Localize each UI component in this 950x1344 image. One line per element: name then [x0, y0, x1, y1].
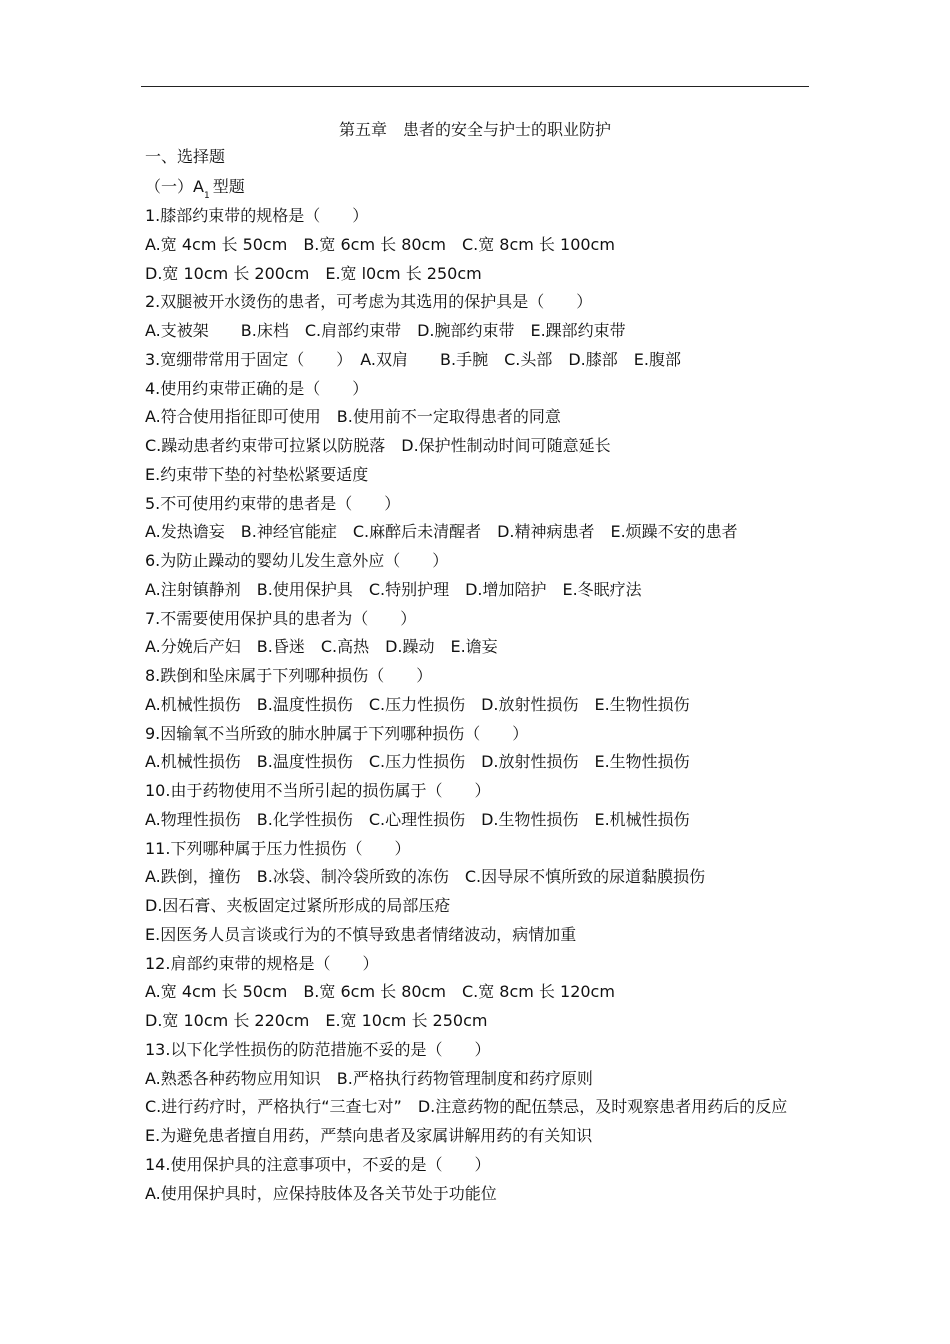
text-line: C.进行药疗时，严格执行“三查七对” D.注意药物的配伍禁忌，及时观察患者用药后的反应	[145, 1097, 788, 1117]
text-line: A.跌倒，撞伤 B.冰袋、制冷袋所致的冻伤 C.因导尿不慎所致的尿道黏膜损伤	[145, 867, 706, 887]
text-line: E.因医务人员言谈或行为的不慎导致患者情绪波动，病情加重	[145, 924, 577, 944]
text-line: 13.以下化学性损伤的防范措施不妥的是（ ）	[145, 1039, 491, 1059]
text-line: 8.跌倒和坠床属于下列哪种损伤（ ）	[145, 666, 433, 685]
header-rule	[141, 86, 809, 87]
text-line: 9.因输氧不当所致的肺水肿属于下列哪种损伤（ ）	[145, 723, 529, 743]
section-heading: 一、选择题	[145, 147, 226, 166]
text-line: A.支被架 B.床档 C.肩部约束带 D.腕部约束带 E.踝部约束带	[145, 321, 626, 340]
text-line: A.分娩后产妇 B.昏迷 C.高热 D.躁动 E.谵妄	[145, 637, 498, 657]
text-line: D.宽 10cm 长 200cm E.宽 l0cm 长 250cm	[145, 263, 482, 283]
text-line: 12.肩部约束带的规格是（ ）	[145, 953, 379, 973]
subsection-heading	[145, 177, 245, 200]
text-line: A.宽 4cm 长 50cm B.宽 6cm 长 80cm C.宽 8cm 长 100cm	[145, 234, 615, 254]
text-line: 4.使用约束带正确的是（ ）	[145, 378, 369, 398]
text-line: E.为避免患者擅自用药，严禁向患者及家属讲解用药的有关知识	[145, 1126, 593, 1145]
text-line: A.宽 4cm 长 50cm B.宽 6cm 长 80cm C.宽 8cm 长 120cm	[145, 982, 615, 1002]
text-line: C.躁动患者约束带可拉紧以防脱落 D.保护性制动时间可随意延长	[145, 436, 611, 455]
text-line: A.机械性损伤 B.温度性损伤 C.压力性损伤 D.放射性损伤 E.生物性损伤	[145, 694, 690, 714]
text-line: A.注射镇静剂 B.使用保护具 C.特别护理 D.增加陪护 E.冬眠疗法	[145, 579, 642, 599]
text-line: 11.下列哪种属于压力性损伤（ ）	[145, 838, 411, 858]
text-line: 14.使用保护具的注意事项中，不妥的是（ ）	[145, 1154, 491, 1174]
text-line: 2.双腿被开水烫伤的患者，可考虑为其选用的保护具是（ ）	[145, 292, 593, 312]
subsection-suffix: 型题	[212, 177, 245, 196]
text-line: A.机械性损伤 B.温度性损伤 C.压力性损伤 D.放射性损伤 E.生物性损伤	[145, 752, 690, 772]
text-line: E.约束带下垫的衬垫松紧要适度	[145, 464, 369, 484]
chapter-title: 第五章 患者的安全与护士的职业防护	[338, 120, 611, 139]
text-line: A.符合使用指征即可使用 B.使用前不一定取得患者的同意	[145, 407, 561, 427]
text-line: D.因石膏、夹板固定过紧所形成的局部压疮	[145, 896, 451, 915]
text-line: 3.宽绷带常用于固定（ ） A.双肩 B.手腕 C.头部 D.膝部 E.腹部	[145, 349, 681, 369]
text-line: 1.膝部约束带的规格是（ ）	[145, 206, 369, 225]
text-line: A.物理性损伤 B.化学性损伤 C.心理性损伤 D.生物性损伤 E.机械性损伤	[145, 809, 690, 829]
text-line: A.使用保护具时，应保持肢体及各关节处于功能位	[145, 1183, 497, 1203]
subsection-prefix: （一）A	[145, 177, 204, 196]
text-line: A.发热谵妄 B.神经官能症 C.麻醉后未清醒者 D.精神病患者 E.烦躁不安的患者	[145, 522, 738, 542]
text-line: D.宽 10cm 长 220cm E.宽 10cm 长 250cm	[145, 1011, 488, 1030]
text-line: 6.为防止躁动的婴幼儿发生意外应（ ）	[145, 551, 449, 570]
text-line: 10.由于药物使用不当所引起的损伤属于（ ）	[145, 781, 491, 800]
text-line: 7.不需要使用保护具的患者为（ ）	[145, 608, 417, 628]
subsection-subscript: 1	[203, 191, 210, 201]
text-line: A.熟悉各种药物应用知识 B.严格执行药物管理制度和药疗原则	[145, 1068, 593, 1088]
text-line: 5.不可使用约束带的患者是（ ）	[145, 493, 401, 513]
